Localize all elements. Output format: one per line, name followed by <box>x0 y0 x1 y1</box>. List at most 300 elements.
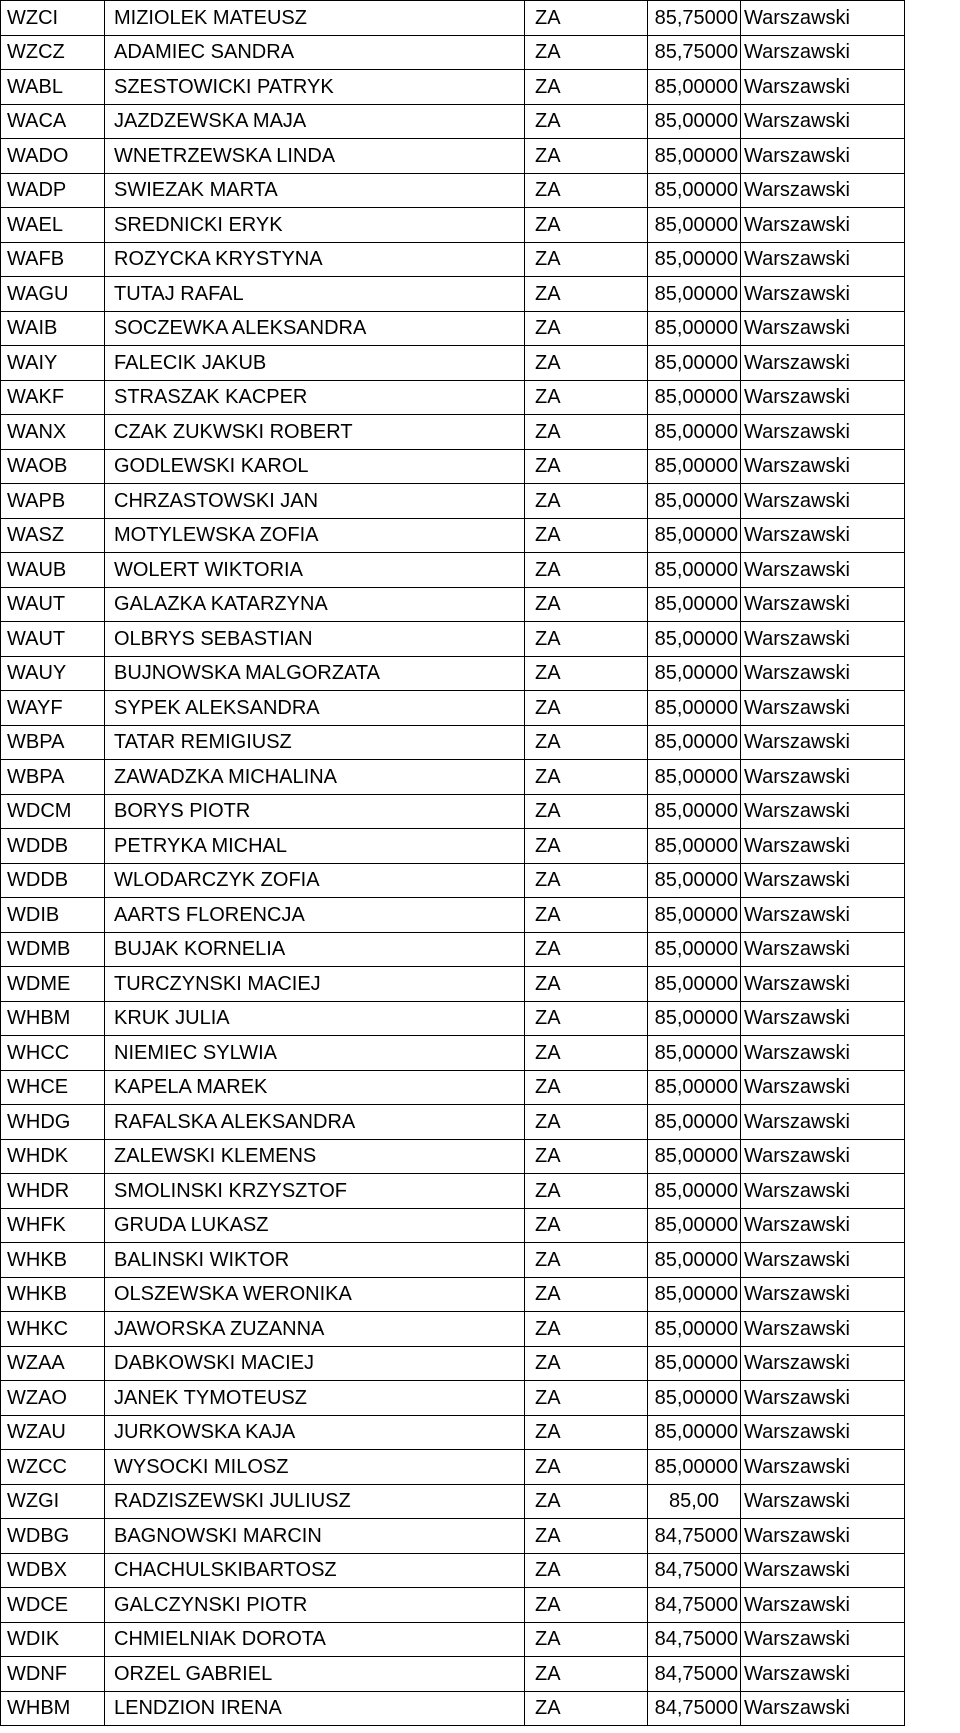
cell-name: WOLERT WIKTORIA <box>105 553 525 588</box>
cell-city: Warszawski <box>741 967 905 1002</box>
cell-score: 85,00000 <box>648 863 741 898</box>
cell-type: ZA <box>525 139 648 174</box>
cell-score: 84,75000 <box>648 1553 741 1588</box>
table-row <box>1 346 905 381</box>
table-row <box>1 794 905 829</box>
cell-type: ZA <box>525 173 648 208</box>
cell-name: BUJNOWSKA MALGORZATA <box>105 656 525 691</box>
cell-type: ZA <box>525 622 648 657</box>
cell-code: WAYF <box>1 691 105 726</box>
cell-code: WHKC <box>1 1312 105 1347</box>
cell-score: 85,00000 <box>648 1036 741 1071</box>
cell-type: ZA <box>525 1657 648 1692</box>
cell-type: ZA <box>525 587 648 622</box>
cell-name: ADAMIEC SANDRA <box>105 35 525 70</box>
cell-type: ZA <box>525 415 648 450</box>
cell-code: WAPB <box>1 484 105 519</box>
cell-city: Warszawski <box>741 553 905 588</box>
table-row <box>1 1036 905 1071</box>
cell-city: Warszawski <box>741 415 905 450</box>
cell-type: ZA <box>525 346 648 381</box>
table-row <box>1 967 905 1002</box>
cell-code: WHKB <box>1 1277 105 1312</box>
table-row <box>1 1450 905 1485</box>
cell-score: 85,00000 <box>648 932 741 967</box>
table-row <box>1 1381 905 1416</box>
cell-city: Warszawski <box>741 587 905 622</box>
cell-name: JANEK TYMOTEUSZ <box>105 1381 525 1416</box>
cell-city: Warszawski <box>741 1553 905 1588</box>
table-row <box>1 277 905 312</box>
table-row <box>1 518 905 553</box>
cell-score: 85,00000 <box>648 725 741 760</box>
cell-score: 85,00000 <box>648 1346 741 1381</box>
table-row <box>1 829 905 864</box>
cell-score: 85,00000 <box>648 380 741 415</box>
cell-code: WANX <box>1 415 105 450</box>
cell-score: 85,00000 <box>648 242 741 277</box>
cell-name: GALAZKA KATARZYNA <box>105 587 525 622</box>
cell-score: 85,00000 <box>648 277 741 312</box>
table-row <box>1 104 905 139</box>
cell-type: ZA <box>525 1277 648 1312</box>
table-row <box>1 553 905 588</box>
cell-name: KAPELA MAREK <box>105 1070 525 1105</box>
table-row <box>1 932 905 967</box>
cell-type: ZA <box>525 1519 648 1554</box>
cell-code: WAIB <box>1 311 105 346</box>
cell-score: 85,75000 <box>648 35 741 70</box>
cell-score: 85,00000 <box>648 1174 741 1209</box>
cell-name: ROZYCKA KRYSTYNA <box>105 242 525 277</box>
cell-type: ZA <box>525 1381 648 1416</box>
cell-type: ZA <box>525 70 648 105</box>
table-row <box>1 1553 905 1588</box>
cell-code: WHCC <box>1 1036 105 1071</box>
cell-score: 85,00000 <box>648 760 741 795</box>
table-row <box>1 725 905 760</box>
cell-city: Warszawski <box>741 1519 905 1554</box>
cell-city: Warszawski <box>741 829 905 864</box>
cell-code: WABL <box>1 70 105 105</box>
cell-type: ZA <box>525 1346 648 1381</box>
table-row <box>1 1484 905 1519</box>
cell-name: STRASZAK KACPER <box>105 380 525 415</box>
cell-type: ZA <box>525 725 648 760</box>
cell-city: Warszawski <box>741 1070 905 1105</box>
cell-name: KRUK JULIA <box>105 1001 525 1036</box>
table-row <box>1 898 905 933</box>
cell-city: Warszawski <box>741 1346 905 1381</box>
cell-code: WDCM <box>1 794 105 829</box>
cell-type: ZA <box>525 1450 648 1485</box>
cell-score: 85,00000 <box>648 518 741 553</box>
cell-type: ZA <box>525 1588 648 1623</box>
cell-name: PETRYKA MICHAL <box>105 829 525 864</box>
cell-type: ZA <box>525 518 648 553</box>
cell-code: WBPA <box>1 725 105 760</box>
cell-city: Warszawski <box>741 725 905 760</box>
cell-name: GRUDA LUKASZ <box>105 1208 525 1243</box>
cell-city: Warszawski <box>741 1105 905 1140</box>
cell-city: Warszawski <box>741 208 905 243</box>
cell-code: WDCE <box>1 1588 105 1623</box>
cell-name: GODLEWSKI KAROL <box>105 449 525 484</box>
cell-name: WLODARCZYK ZOFIA <box>105 863 525 898</box>
table-row <box>1 1519 905 1554</box>
cell-score: 84,75000 <box>648 1588 741 1623</box>
cell-name: BORYS PIOTR <box>105 794 525 829</box>
cell-code: WZAA <box>1 1346 105 1381</box>
cell-code: WDBX <box>1 1553 105 1588</box>
cell-city: Warszawski <box>741 1657 905 1692</box>
cell-type: ZA <box>525 1691 648 1726</box>
cell-score: 85,00000 <box>648 1139 741 1174</box>
cell-city: Warszawski <box>741 656 905 691</box>
cell-name: WYSOCKI MILOSZ <box>105 1450 525 1485</box>
cell-score: 85,00000 <box>648 1001 741 1036</box>
cell-type: ZA <box>525 932 648 967</box>
cell-name: AARTS FLORENCJA <box>105 898 525 933</box>
table-row <box>1 1691 905 1726</box>
cell-code: WHCE <box>1 1070 105 1105</box>
cell-name: CZAK ZUKWSKI ROBERT <box>105 415 525 450</box>
cell-type: ZA <box>525 967 648 1002</box>
cell-city: Warszawski <box>741 242 905 277</box>
cell-city: Warszawski <box>741 1243 905 1278</box>
cell-score: 85,00000 <box>648 1070 741 1105</box>
cell-name: DABKOWSKI MACIEJ <box>105 1346 525 1381</box>
cell-name: LENDZION IRENA <box>105 1691 525 1726</box>
cell-score: 85,00000 <box>648 208 741 243</box>
cell-city: Warszawski <box>741 1450 905 1485</box>
cell-code: WAUT <box>1 587 105 622</box>
cell-code: WAOB <box>1 449 105 484</box>
cell-name: SWIEZAK MARTA <box>105 173 525 208</box>
cell-name: JURKOWSKA KAJA <box>105 1415 525 1450</box>
cell-code: WDDB <box>1 829 105 864</box>
cell-score: 85,00000 <box>648 553 741 588</box>
table-row <box>1 311 905 346</box>
cell-score: 85,00000 <box>648 1208 741 1243</box>
cell-code: WZCI <box>1 1 105 36</box>
table-row <box>1 1174 905 1209</box>
table-row <box>1 1208 905 1243</box>
cell-name: JAZDZEWSKA MAJA <box>105 104 525 139</box>
cell-code: WZAU <box>1 1415 105 1450</box>
table-row <box>1 1415 905 1450</box>
table-row <box>1 173 905 208</box>
cell-city: Warszawski <box>741 1588 905 1623</box>
cell-score: 85,00000 <box>648 70 741 105</box>
cell-code: WHKB <box>1 1243 105 1278</box>
table-row <box>1 1346 905 1381</box>
cell-score: 85,00000 <box>648 1312 741 1347</box>
cell-type: ZA <box>525 691 648 726</box>
cell-name: CHACHULSKIBARTOSZ <box>105 1553 525 1588</box>
cell-code: WAFB <box>1 242 105 277</box>
cell-name: MOTYLEWSKA ZOFIA <box>105 518 525 553</box>
table-row <box>1 622 905 657</box>
cell-score: 84,75000 <box>648 1519 741 1554</box>
cell-city: Warszawski <box>741 932 905 967</box>
table-row <box>1 70 905 105</box>
cell-code: WHDR <box>1 1174 105 1209</box>
cell-city: Warszawski <box>741 70 905 105</box>
cell-name: TATAR REMIGIUSZ <box>105 725 525 760</box>
cell-city: Warszawski <box>741 173 905 208</box>
table-row <box>1 208 905 243</box>
cell-type: ZA <box>525 1622 648 1657</box>
cell-name: SREDNICKI ERYK <box>105 208 525 243</box>
cell-code: WAIY <box>1 346 105 381</box>
cell-name: SMOLINSKI KRZYSZTOF <box>105 1174 525 1209</box>
cell-name: BUJAK KORNELIA <box>105 932 525 967</box>
cell-type: ZA <box>525 1174 648 1209</box>
cell-type: ZA <box>525 553 648 588</box>
cell-type: ZA <box>525 829 648 864</box>
cell-name: BALINSKI WIKTOR <box>105 1243 525 1278</box>
cell-score: 85,00000 <box>648 311 741 346</box>
cell-score: 85,00000 <box>648 691 741 726</box>
cell-code: WDNF <box>1 1657 105 1692</box>
cell-name: SOCZEWKA ALEKSANDRA <box>105 311 525 346</box>
cell-type: ZA <box>525 311 648 346</box>
cell-name: FALECIK JAKUB <box>105 346 525 381</box>
cell-code: WDBG <box>1 1519 105 1554</box>
cell-score: 85,00000 <box>648 656 741 691</box>
table-row <box>1 760 905 795</box>
cell-name: ZALEWSKI KLEMENS <box>105 1139 525 1174</box>
cell-city: Warszawski <box>741 1 905 36</box>
cell-city: Warszawski <box>741 760 905 795</box>
cell-score: 84,75000 <box>648 1622 741 1657</box>
table-row <box>1 1 905 36</box>
cell-city: Warszawski <box>741 1208 905 1243</box>
cell-name: RADZISZEWSKI JULIUSZ <box>105 1484 525 1519</box>
cell-city: Warszawski <box>741 1622 905 1657</box>
cell-city: Warszawski <box>741 449 905 484</box>
cell-name: JAWORSKA ZUZANNA <box>105 1312 525 1347</box>
cell-name: GALCZYNSKI PIOTR <box>105 1588 525 1623</box>
cell-code: WAUB <box>1 553 105 588</box>
cell-name: CHRZASTOWSKI JAN <box>105 484 525 519</box>
cell-score: 85,00000 <box>648 587 741 622</box>
cell-code: WAGU <box>1 277 105 312</box>
cell-city: Warszawski <box>741 277 905 312</box>
cell-type: ZA <box>525 794 648 829</box>
cell-city: Warszawski <box>741 1174 905 1209</box>
cell-name: OLBRYS SEBASTIAN <box>105 622 525 657</box>
table-row <box>1 484 905 519</box>
cell-type: ZA <box>525 380 648 415</box>
table-row <box>1 1139 905 1174</box>
cell-name: SYPEK ALEKSANDRA <box>105 691 525 726</box>
cell-code: WADP <box>1 173 105 208</box>
cell-name: OLSZEWSKA WERONIKA <box>105 1277 525 1312</box>
cell-code: WHBM <box>1 1691 105 1726</box>
cell-type: ZA <box>525 1208 648 1243</box>
cell-score: 85,00000 <box>648 173 741 208</box>
cell-code: WZAO <box>1 1381 105 1416</box>
cell-score: 85,00000 <box>648 829 741 864</box>
cell-type: ZA <box>525 208 648 243</box>
table-row <box>1 1001 905 1036</box>
cell-name: WNETRZEWSKA LINDA <box>105 139 525 174</box>
table-row <box>1 656 905 691</box>
cell-city: Warszawski <box>741 1381 905 1416</box>
cell-city: Warszawski <box>741 35 905 70</box>
cell-code: WZGI <box>1 1484 105 1519</box>
cell-code: WHFK <box>1 1208 105 1243</box>
cell-city: Warszawski <box>741 346 905 381</box>
cell-score: 85,00000 <box>648 1243 741 1278</box>
cell-city: Warszawski <box>741 1484 905 1519</box>
cell-score: 85,00000 <box>648 794 741 829</box>
cell-name: RAFALSKA ALEKSANDRA <box>105 1105 525 1140</box>
cell-city: Warszawski <box>741 863 905 898</box>
table-row <box>1 587 905 622</box>
table-row <box>1 380 905 415</box>
cell-score: 85,00000 <box>648 1277 741 1312</box>
cell-name: ZAWADZKA MICHALINA <box>105 760 525 795</box>
cell-code: WACA <box>1 104 105 139</box>
cell-type: ZA <box>525 1105 648 1140</box>
table-row <box>1 1622 905 1657</box>
cell-score: 85,00000 <box>648 1450 741 1485</box>
cell-score: 85,00 <box>648 1484 741 1519</box>
cell-type: ZA <box>525 277 648 312</box>
cell-type: ZA <box>525 1415 648 1450</box>
cell-score: 85,00000 <box>648 139 741 174</box>
cell-code: WDDB <box>1 863 105 898</box>
cell-code: WAEL <box>1 208 105 243</box>
cell-type: ZA <box>525 104 648 139</box>
cell-score: 85,00000 <box>648 898 741 933</box>
cell-score: 85,00000 <box>648 346 741 381</box>
cell-code: WASZ <box>1 518 105 553</box>
cell-type: ZA <box>525 656 648 691</box>
cell-type: ZA <box>525 484 648 519</box>
cell-type: ZA <box>525 1070 648 1105</box>
cell-score: 85,00000 <box>648 1105 741 1140</box>
cell-code: WDIK <box>1 1622 105 1657</box>
cell-score: 84,75000 <box>648 1691 741 1726</box>
cell-score: 85,00000 <box>648 1415 741 1450</box>
cell-type: ZA <box>525 1001 648 1036</box>
cell-score: 85,00000 <box>648 1381 741 1416</box>
cell-name: MIZIOLEK MATEUSZ <box>105 1 525 36</box>
table-row <box>1 415 905 450</box>
cell-city: Warszawski <box>741 898 905 933</box>
cell-score: 85,00000 <box>648 449 741 484</box>
table-body <box>1 1 905 1726</box>
cell-type: ZA <box>525 1036 648 1071</box>
cell-city: Warszawski <box>741 1139 905 1174</box>
cell-type: ZA <box>525 1484 648 1519</box>
cell-score: 85,00000 <box>648 415 741 450</box>
cell-code: WDME <box>1 967 105 1002</box>
cell-type: ZA <box>525 1553 648 1588</box>
cell-city: Warszawski <box>741 1036 905 1071</box>
cell-type: ZA <box>525 1139 648 1174</box>
cell-score: 84,75000 <box>648 1657 741 1692</box>
cell-type: ZA <box>525 863 648 898</box>
cell-city: Warszawski <box>741 1312 905 1347</box>
table-row <box>1 1070 905 1105</box>
table-row <box>1 1243 905 1278</box>
cell-name: CHMIELNIAK DOROTA <box>105 1622 525 1657</box>
cell-code: WAKF <box>1 380 105 415</box>
cell-city: Warszawski <box>741 794 905 829</box>
cell-city: Warszawski <box>741 622 905 657</box>
cell-code: WHBM <box>1 1001 105 1036</box>
cell-code: WAUY <box>1 656 105 691</box>
cell-name: ORZEL GABRIEL <box>105 1657 525 1692</box>
cell-city: Warszawski <box>741 380 905 415</box>
cell-code: WBPA <box>1 760 105 795</box>
cell-city: Warszawski <box>741 104 905 139</box>
table-row <box>1 1312 905 1347</box>
cell-type: ZA <box>525 449 648 484</box>
cell-name: NIEMIEC SYLWIA <box>105 1036 525 1071</box>
cell-city: Warszawski <box>741 139 905 174</box>
cell-type: ZA <box>525 35 648 70</box>
cell-name: SZESTOWICKI PATRYK <box>105 70 525 105</box>
cell-type: ZA <box>525 1 648 36</box>
cell-code: WADO <box>1 139 105 174</box>
cell-name: TUTAJ RAFAL <box>105 277 525 312</box>
cell-score: 85,00000 <box>648 967 741 1002</box>
table-row <box>1 1657 905 1692</box>
table-row <box>1 35 905 70</box>
cell-city: Warszawski <box>741 518 905 553</box>
cell-city: Warszawski <box>741 1691 905 1726</box>
table-row <box>1 1105 905 1140</box>
cell-city: Warszawski <box>741 1001 905 1036</box>
table-row <box>1 242 905 277</box>
cell-type: ZA <box>525 898 648 933</box>
table-row <box>1 863 905 898</box>
table-row <box>1 449 905 484</box>
cell-type: ZA <box>525 242 648 277</box>
cell-city: Warszawski <box>741 1415 905 1450</box>
cell-name: TURCZYNSKI MACIEJ <box>105 967 525 1002</box>
cell-type: ZA <box>525 1312 648 1347</box>
cell-score: 85,75000 <box>648 1 741 36</box>
cell-city: Warszawski <box>741 691 905 726</box>
cell-code: WHDK <box>1 1139 105 1174</box>
cell-code: WHDG <box>1 1105 105 1140</box>
table-row <box>1 1588 905 1623</box>
cell-city: Warszawski <box>741 484 905 519</box>
table-row <box>1 1277 905 1312</box>
cell-code: WDIB <box>1 898 105 933</box>
cell-type: ZA <box>525 1243 648 1278</box>
cell-score: 85,00000 <box>648 104 741 139</box>
cell-city: Warszawski <box>741 1277 905 1312</box>
cell-code: WDMB <box>1 932 105 967</box>
table-row <box>1 691 905 726</box>
cell-score: 85,00000 <box>648 622 741 657</box>
cell-score: 85,00000 <box>648 484 741 519</box>
table-row <box>1 139 905 174</box>
cell-code: WZCZ <box>1 35 105 70</box>
cell-code: WZCC <box>1 1450 105 1485</box>
cell-city: Warszawski <box>741 311 905 346</box>
cell-code: WAUT <box>1 622 105 657</box>
cell-name: BAGNOWSKI MARCIN <box>105 1519 525 1554</box>
